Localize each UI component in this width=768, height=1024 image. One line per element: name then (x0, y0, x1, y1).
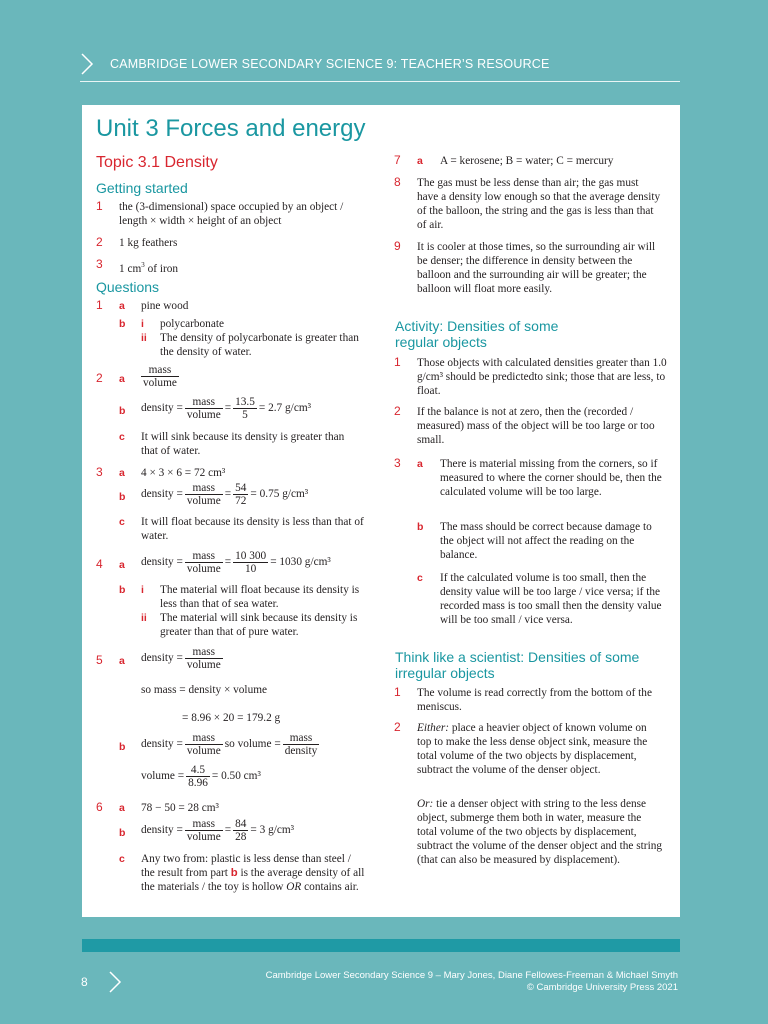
q1bi-answer: polycarbonate (160, 318, 224, 330)
gs-answer-1: the (3-dimensional) space occupied by an object / length × width × height of an object (119, 201, 344, 227)
q-number-9: 9 (394, 239, 401, 253)
footer-credit-authors: Cambridge Lower Secondary Science 9 – Mary Jones, Diane Fellowes-Freeman & Michael Smyth (265, 970, 678, 981)
q4a-formula: density = $\frac{\text{mass}}{\text{volume}}$ = $\frac{10 300}{10}$ = 1030 g/cm³ (141, 550, 331, 575)
getting-started-heading: Getting started (96, 180, 188, 196)
q2c-answer: It will sink because its density is greater than that of water. (141, 431, 345, 457)
q6b-formula: density = $\frac{\text{mass}}{\text{volume}}$ = $\frac{84}{28}$ = 3 g/cm³ (141, 818, 295, 843)
think-answer-1: The volume is read correctly from the bottom of the meniscus. (417, 687, 652, 713)
q1b-label-ii: ii (141, 332, 147, 344)
q3c-answer: It will float because its density is less than that of water. (141, 516, 364, 542)
q4bii-answer: The material will sink because its density is greater than that of pure water. (160, 612, 358, 638)
activity3c-answer: If the calculated volume is too small, then the density value will be too large / vice versa; if the recorded mass is too small then the density value will be too small / vice versa. (440, 572, 662, 626)
q7a-answer: A = kerosene; B = water; C = mercury (440, 155, 614, 167)
think-number-1: 1 (394, 685, 401, 699)
q-number-4: 4 (96, 557, 103, 571)
activity-heading: Activity: Densities of some regular objects (395, 318, 559, 350)
gs-number-3: 3 (96, 257, 103, 271)
q-number-7: 7 (394, 153, 401, 167)
activity-number-3: 3 (394, 456, 401, 470)
q3-label-c: c (119, 516, 125, 528)
think-answer-2-either: Either: place a heavier object of known volume on top to make the less dense object sink, measure the total volume of the two objects by displacement, subtract the volume of the denser object. (417, 722, 648, 776)
footer-bar (82, 939, 680, 952)
q3a-answer: 4 × 3 × 6 = 72 cm³ (141, 467, 226, 479)
q2-label-c: c (119, 431, 125, 443)
think-heading: Think like a scientist: Densities of some irregular objects (395, 649, 640, 681)
page-number: 8 (81, 975, 88, 989)
q6-label-b: b (119, 827, 126, 839)
think-answer-2-or: Or: tie a denser object with string to the less dense object, submerge them both in water, measure the total volume of the two objects by displacement, subtract the volume of the denser object and the string (that can also be measured by displacement). (417, 798, 663, 866)
q6c-answer: Any two from: plastic is less dense than steel / the result from part b is the average density of all the materials / the toy is hollow OR contains air. (141, 853, 365, 893)
activity3-label-a: a (417, 458, 423, 470)
q2a-formula: $\frac{\text{mass}}{\text{volume}}$ (143, 364, 177, 389)
q5a-rearranged: so mass = density × volume (141, 684, 268, 696)
q-number-5: 5 (96, 653, 103, 667)
activity3-label-b: b (417, 521, 424, 533)
q4-label-a: a (119, 559, 125, 571)
q5-label-b: b (119, 741, 126, 753)
gs-answer-3: 1 $cm^3$ of iron (119, 261, 179, 275)
activity-number-2: 2 (394, 404, 401, 418)
topic-title: Topic 3.1 Density (96, 154, 218, 171)
q3-label-a: a (119, 467, 125, 479)
q5b-result: volume = $\frac{4.5}{8.96}$ = 0.50 cm³ (141, 764, 261, 789)
gs-number-1: 1 (96, 199, 103, 213)
q3-label-b: b (119, 491, 126, 503)
q-number-3: 3 (96, 465, 103, 479)
q4b-label-i: i (141, 584, 144, 596)
chevron-right-icon (80, 53, 94, 75)
q-number-6: 6 (96, 800, 103, 814)
q9-answer: It is cooler at those times, so the surrounding air will be denser; the difference in density between the balloon and the surrounding air will be greater; the balloon will float more easily. (417, 241, 656, 295)
q1a-answer: pine wood (141, 300, 189, 312)
q-number-1: 1 (96, 298, 103, 312)
think-number-2: 2 (394, 720, 401, 734)
header-rule (80, 81, 680, 82)
chevron-right-icon (108, 971, 122, 993)
q-number-2: 2 (96, 371, 103, 385)
activity3-label-c: c (417, 572, 423, 584)
q2-label-b: b (119, 405, 126, 417)
q1-label-b: b (119, 318, 126, 330)
gs-number-2: 2 (96, 235, 103, 249)
footer-credits (266, 970, 678, 994)
q4b-label-ii: ii (141, 612, 147, 624)
activity-number-1: 1 (394, 355, 401, 369)
q1bii-answer: The density of polycarbonate is greater than the density of water. (160, 332, 359, 358)
q2b-formula: density = $\frac{\text{mass}}{\text{volume}}$ = $\frac{13.5}{5}$ = 2.7 g/cm³ (141, 396, 312, 421)
activity-answer-1: Those objects with calculated densities greater than 1.0 g/cm³ should be predictedto sink; those that are less, to float. (417, 357, 667, 397)
q3b-formula: density = $\frac{\text{mass}}{\text{volume}}$ = $\frac{54}{72}$ = 0.75 g/cm³ (141, 482, 309, 507)
q1-label-a: a (119, 300, 125, 312)
q6a-answer: 78 − 50 = 28 cm³ (141, 802, 219, 814)
q4bi-answer: The material will float because its density is less than that of sea water. (160, 584, 360, 610)
activity3a-answer: There is material missing from the corners, so if measured to where the corner should be, then the calculated volume will be too large. (440, 458, 662, 498)
q5-label-a: a (119, 655, 125, 667)
footer-credit-copyright: © Cambridge University Press 2021 (526, 982, 678, 993)
q-number-8: 8 (394, 175, 401, 189)
activity-answer-2: If the balance is not at zero, then the (recorded / measured) mass of the object will be too large or too small. (417, 406, 655, 446)
unit-title: Unit 3 Forces and energy (96, 115, 366, 142)
q8-answer: The gas must be less dense than air; the gas must have a density low enough so that the average density of the balloon, the string and the gas is less than that of air. (417, 177, 661, 231)
q4-label-b: b (119, 584, 126, 596)
q5b-formula: density = $\frac{\text{mass}}{\text{volume}}$ so volume = $\frac{\text{mass}}{\text{density}}$ (141, 732, 318, 757)
header-title: CAMBRIDGE LOWER SECONDARY SCIENCE 9: TEACHER’S RESOURCE (110, 57, 550, 71)
q5a-result: = 8.96 × 20 = 179.2 g (182, 712, 281, 724)
q2-label-a: a (119, 373, 125, 385)
activity3b-answer: The mass should be correct because damage to the object will not affect the reading on the balance. (440, 521, 652, 561)
q7-label-a: a (417, 155, 423, 167)
q1b-label-i: i (141, 318, 144, 330)
questions-heading: Questions (96, 279, 160, 295)
q5a-formula: density = $\frac{\text{mass}}{\text{volume}}$ (141, 646, 221, 671)
q6-label-a: a (119, 802, 125, 814)
q6-label-c: c (119, 853, 125, 865)
gs-answer-2: 1 kg feathers (119, 237, 178, 249)
